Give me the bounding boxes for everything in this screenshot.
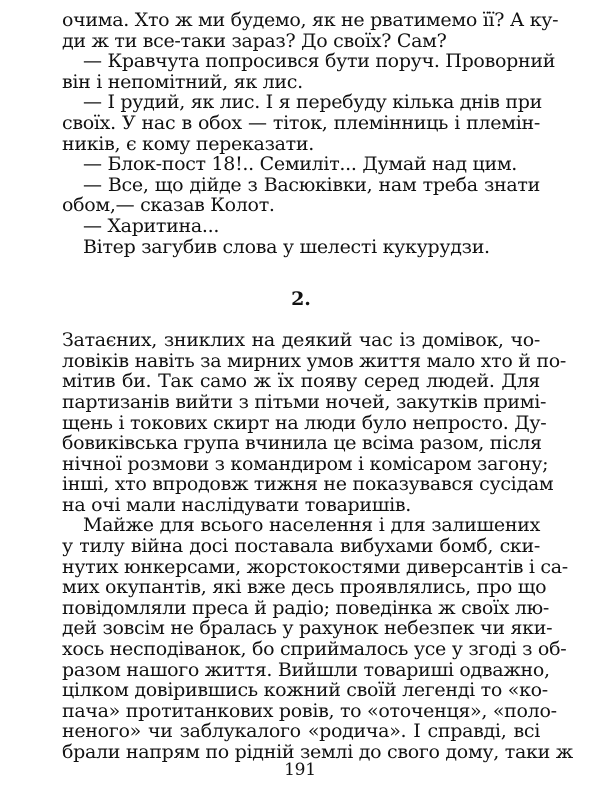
text-line: у тилу війна досі поставала вибухами бомб, ски- bbox=[62, 535, 540, 558]
text-line: своїх. У нас в обох — тіток, племінниць і племін- bbox=[62, 111, 540, 134]
text-line: очима. Хто ж ми будемо, як не рватимемо її? А ку- bbox=[62, 9, 559, 31]
section-2-text bbox=[62, 329, 573, 763]
text-line: нутих юнкерсами, жорстокостями диверсантів і са- bbox=[62, 555, 568, 578]
text-line: ловіків навіть за мирних умов життя мало хто й по- bbox=[62, 349, 566, 372]
text-line: ників, є кому переказати. bbox=[62, 132, 314, 155]
text-line: — І рудий, як лис. І я перебуду кілька днів при bbox=[83, 91, 542, 114]
text-line: партизанів вийти з пітьми ночей, закутків примі- bbox=[62, 390, 547, 413]
text-line: ди ж ти все-таки зараз? До своїх? Сам? bbox=[62, 29, 447, 52]
text-line: — Все, що дійде з Васюківки, нам треба знати bbox=[83, 173, 540, 196]
text-line: разом нашого життя. Вийшли товариші одважно, bbox=[62, 658, 550, 681]
text-line: Затаєних, зниклих на деякий час із домівок, чо- bbox=[62, 329, 540, 352]
text-line: бовиківська група вчинила це всіма разом, після bbox=[62, 432, 542, 455]
text-line: — Харитина... bbox=[83, 214, 220, 237]
text-line: пача» протитанкових ровів, то «оточенця», «поло- bbox=[62, 699, 557, 722]
section-1-text bbox=[62, 9, 559, 258]
text-line: — Кравчута попросився бути поруч. Проворний bbox=[83, 50, 556, 73]
text-line: мітив би. Так само ж їх появу серед людей. Для bbox=[62, 370, 540, 393]
text-line: дей зовсім не бралась у рахунок небезпек чи яки- bbox=[62, 617, 553, 640]
text-line: інші, хто впродовж тижня не показувався сусідам bbox=[62, 473, 554, 496]
text-line: Вітер загубив слова у шелесті кукурудзи. bbox=[83, 235, 490, 258]
text-line: брали напрям по рідній землі до свого дому, таки ж bbox=[62, 741, 573, 763]
text-line: обом,— сказав Колот. bbox=[62, 194, 275, 217]
text-line: цілком довірившись кожний своїй легенді то «ко- bbox=[62, 679, 548, 702]
text-line: щень і токових скирт на люди було непросто. Ду- bbox=[62, 411, 547, 434]
page-number: 191 bbox=[284, 760, 316, 780]
text-line: Майже для всього населення і для залишених bbox=[83, 514, 540, 537]
text-line: нічної розмови з командиром і комісаром загону; bbox=[62, 452, 549, 475]
text-line: — Блок-пост 18!.. Семиліт... Думай над цим. bbox=[83, 153, 518, 176]
chapter-heading: 2. bbox=[291, 288, 311, 311]
text-line: неного» чи заблукалого «родича». І справді, всі bbox=[62, 720, 540, 743]
text-line: хось несподіванок, бо сприймалось усе у згоді з об- bbox=[62, 638, 567, 661]
book-page bbox=[62, 9, 573, 763]
text-line: мих окупантів, які вже десь проявлялись, про що bbox=[62, 576, 547, 599]
text-line: на очі мали наслідувати товаришів. bbox=[62, 493, 412, 516]
text-line: він і непомітний, як лис. bbox=[62, 70, 303, 93]
text-line: повідомляли преса й радіо; поведінка ж своїх лю- bbox=[62, 596, 550, 619]
